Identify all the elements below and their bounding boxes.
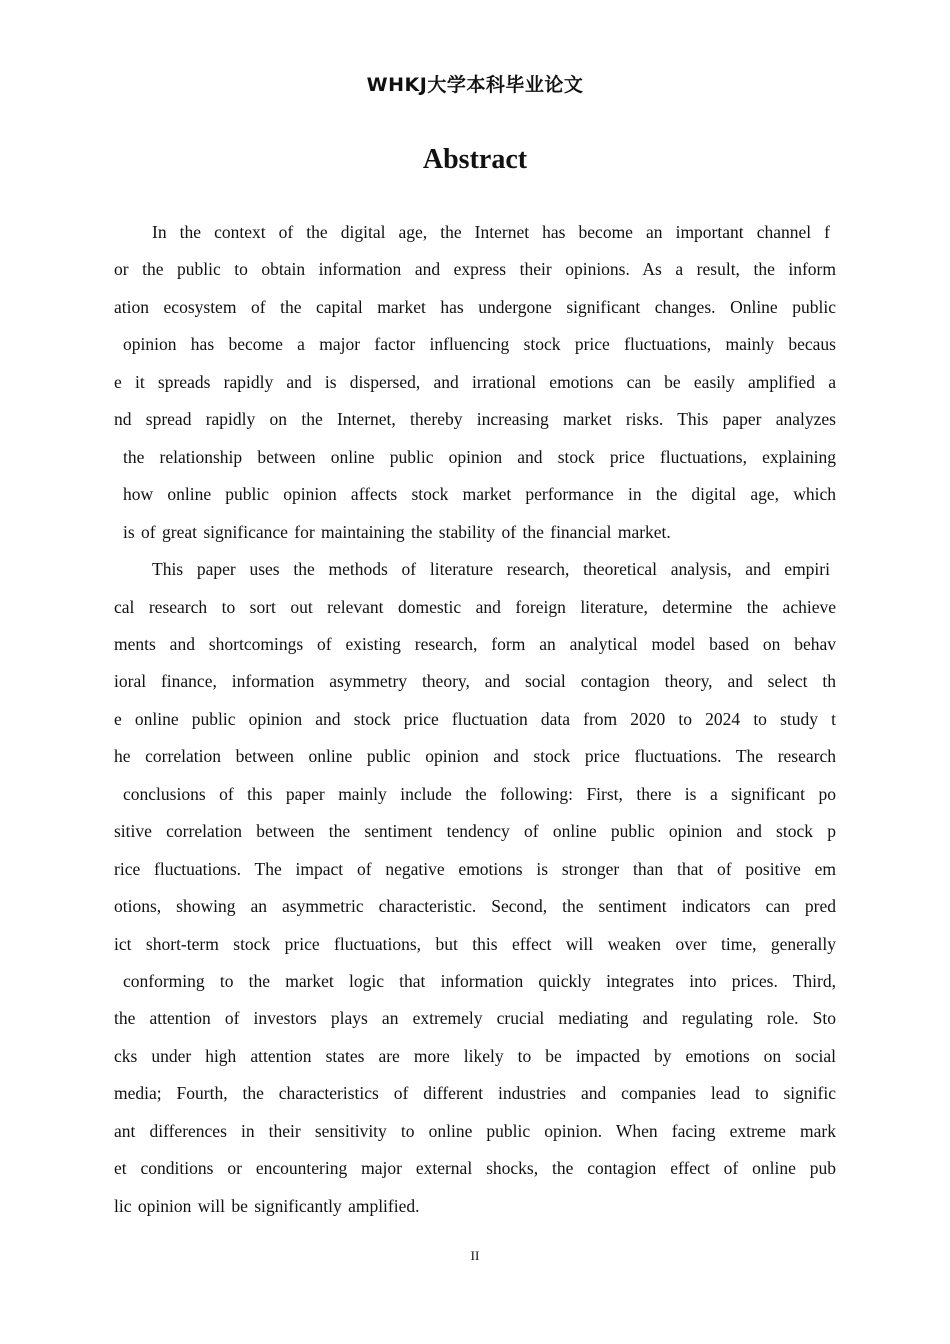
page-header: WHKJ大学本科毕业论文 — [366, 74, 584, 96]
page-number: II — [470, 1248, 480, 1263]
body-line: sitive correlation between the sentiment tendency of online public opinion and stock p — [114, 821, 836, 841]
body-line: ioral finance, information asymmetry theory, and social contagion theory, and select th — [114, 671, 836, 691]
body-line: ments and shortcomings of existing research, form an analytical model based on behav — [114, 634, 836, 654]
body-line: the attention of investors plays an extremely crucial mediating and regulating role. Sto — [114, 1008, 836, 1028]
body-line: ation ecosystem of the capital market has undergone significant changes. Online public — [114, 297, 836, 317]
body-line: rice fluctuations. The impact of negative emotions is stronger than that of positive em — [114, 859, 836, 879]
body-line: e it spreads rapidly and is dispersed, and irrational emotions can be easily amplified a — [114, 372, 836, 392]
body-line: the relationship between online public opinion and stock price fluctuations, explaining — [123, 447, 836, 467]
body-line: opinion has become a major factor influencing stock price fluctuations, mainly becaus — [123, 334, 836, 354]
body-line: This paper uses the methods of literature research, theoretical analysis, and empiri — [152, 559, 830, 579]
body-line: conforming to the market logic that information quickly integrates into prices. Third, — [123, 971, 836, 991]
body-line: nd spread rapidly on the Internet, thereby increasing market risks. This paper analyzes — [114, 409, 836, 429]
body-line: how online public opinion affects stock market performance in the digital age, which — [123, 484, 836, 504]
abstract-title: Abstract — [422, 144, 528, 175]
body-line: cal research to sort out relevant domestic and foreign literature, determine the achieve — [114, 597, 836, 617]
body-line: In the context of the digital age, the Internet has become an important channel f — [152, 222, 830, 242]
body-line: cks under high attention states are more likely to be impacted by emotions on social — [114, 1046, 836, 1066]
body-line: ant differences in their sensitivity to online public opinion. When facing extreme mark — [114, 1121, 836, 1141]
body-line: ict short-term stock price fluctuations, but this effect will weaken over time, generally — [114, 934, 836, 954]
body-line: otions, showing an asymmetric characteristic. Second, the sentiment indicators can pred — [114, 896, 836, 916]
body-line: is of great significance for maintaining the stability of the financial market. — [123, 522, 671, 542]
body-line: et conditions or encountering major external shocks, the contagion effect of online pub — [114, 1158, 836, 1178]
body-line: conclusions of this paper mainly include the following: First, there is a significant po — [123, 784, 836, 804]
body-line: lic opinion will be significantly amplified. — [114, 1196, 420, 1216]
body-line: media; Fourth, the characteristics of different industries and companies lead to signific — [114, 1083, 836, 1103]
body-line: or the public to obtain information and express their opinions. As a result, the inform — [114, 259, 836, 279]
body-line: he correlation between online public opinion and stock price fluctuations. The research — [114, 746, 836, 766]
body-line: e online public opinion and stock price fluctuation data from 2020 to 2024 to study t — [114, 709, 836, 729]
